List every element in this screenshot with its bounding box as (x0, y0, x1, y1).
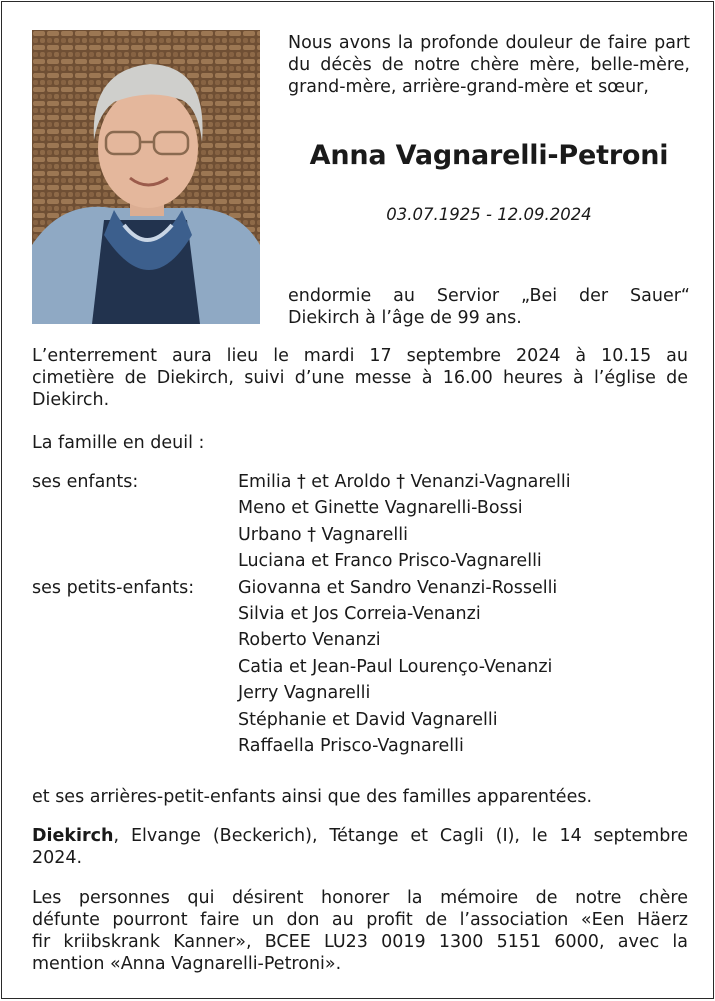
place-date-rest: , Elvange (Beckerich), Tétange et Cagli (I), le 14 septembre (113, 826, 688, 846)
place-date-line (32, 825, 688, 847)
donation-line: fir kriibskrank Kanner», BCEE LU23 0019 1300 5151 6000, avec la (32, 932, 688, 952)
place-date-line: 2024. (32, 848, 83, 868)
announcement-intro: Nous avons la profonde douleur de faire part du décès de notre chère mère, belle-mère, grand-mère, arrière-grand-mère et sœur, (288, 33, 690, 97)
donation-line: Les personnes qui désirent honorer la mémoire de notre chère (32, 888, 688, 908)
family-label: La famille en deuil : (32, 433, 205, 453)
list-item: Giovanna et Sandro Venanzi-Rosselli (238, 577, 558, 598)
list-item: Roberto Venanzi (238, 630, 381, 651)
list-item: Silvia et Jos Correia-Venanzi (238, 603, 481, 624)
grandchildren-label: ses petits-enfants: (32, 577, 195, 598)
list-item: Luciana et Franco Prisco-Vagnarelli (238, 551, 542, 572)
list-item: Raffaella Prisco-Vagnarelli (238, 735, 464, 756)
list-item: Urbano † Vagnarelli (238, 524, 408, 545)
funeral-info (32, 345, 688, 411)
list-item: Jerry Vagnarelli (238, 683, 371, 704)
funeral-info-line: cimetière de Diekirch, suivi d’une messe à 16.00 heures à l’église de (32, 368, 688, 388)
death-place-line: endormie au Servior „Bei der Sauer“ (288, 286, 690, 306)
portrait-illustration (32, 30, 260, 324)
death-place-line: Diekirch à l’âge de 99 ans. (288, 308, 522, 328)
funeral-info-line: Diekirch. (32, 390, 110, 410)
place-and-date (32, 825, 688, 869)
death-place-text (288, 285, 690, 329)
donation-line: mention «Anna Vagnarelli-Petroni». (32, 954, 342, 974)
list-item: Catia et Jean-Paul Lourenço-Venanzi (238, 656, 553, 677)
list-item: Emilia † et Aroldo † Venanzi-Vagnarelli (238, 472, 571, 492)
grandchildren-list (238, 575, 557, 760)
funeral-info-line: L’enterrement aura lieu le mardi 17 septembre 2024 à 10.15 au (32, 346, 688, 366)
life-dates: 03.07.1925 - 12.09.2024 (386, 205, 592, 224)
great-grandchildren-line: et ses arrières-petit-enfants ainsi que des familles apparentées. (32, 787, 593, 807)
deceased-name: Anna Vagnarelli-Petroni (309, 140, 669, 171)
list-item: Stéphanie et David Vagnarelli (238, 709, 498, 730)
donation-line: défunte pourront faire un don au profit de l’association «Een Häerz (32, 910, 688, 930)
portrait-photo (32, 30, 260, 324)
children-label: ses enfants: (32, 472, 139, 492)
list-item: Meno et Ginette Vagnarelli-Bossi (238, 498, 523, 519)
place-name: Diekirch (32, 826, 114, 846)
obituary-notice (1, 1, 714, 999)
donation-info (32, 887, 688, 975)
children-list (238, 469, 571, 575)
